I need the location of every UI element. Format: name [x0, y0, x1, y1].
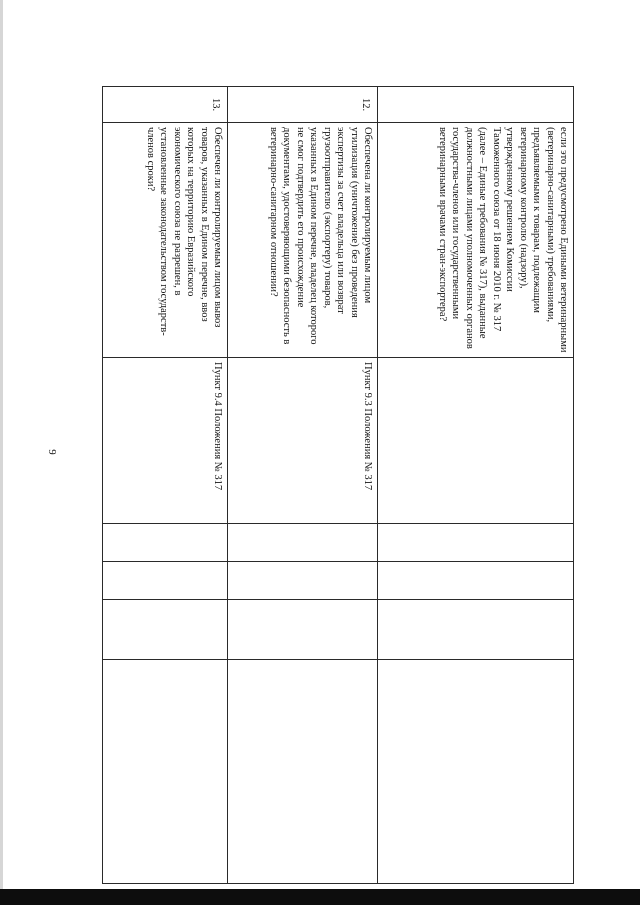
table-row — [378, 87, 574, 884]
question-cell: Обеспечен ли контролируемым лицом вывоз товаров, указанных в Едином перечне, ввоз которых на территорию Евразийского экономического союза не разрешен, в установленные законодательством государств-членов сроки? — [103, 123, 228, 358]
checklist-table — [102, 86, 574, 884]
answer-yes-cell — [103, 524, 228, 562]
row-number-cell — [378, 87, 574, 123]
not-applicable-cell — [228, 600, 378, 660]
note-cell — [228, 660, 378, 884]
answer-no-cell — [378, 562, 574, 600]
row-number-cell: 13. — [103, 87, 228, 123]
not-applicable-cell — [378, 600, 574, 660]
table-row — [228, 87, 378, 884]
checklist-table-rotated — [103, 86, 574, 883]
question-cell: если это предусмотрено Едиными ветеринарными (ветеринарно-санитарными) требованиями, предъявляемыми к товарам, подлежащим ветеринарному контролю (надзору), утвержденному решением Комиссии Таможенного союза от 18 июня 2010 г. № 317 (далее – Единые требования № 317), выданные должностными лицами уполномоченных органов государства-членов или государственными ветеринарными врачами стран-экспортера? — [378, 123, 574, 358]
note-cell — [103, 660, 228, 884]
reference-cell: Пункт 9.4 Положения № 317 — [103, 358, 228, 524]
table-row — [103, 87, 228, 884]
not-applicable-cell — [103, 600, 228, 660]
page-number: 9 — [46, 449, 58, 455]
question-cell: Обеспечена ли контролируемым лицом утилизация (уничтожение) без проведения экспертизы за счет владельца или возврат грузоотправителю (экспортеру) товаров, указанных в Едином перечне, владелец которого не смог подтвердить его происхождение документами, удостоверяющими безопасность в ветеринарно-санитарном отношении? — [228, 123, 378, 358]
answer-yes-cell — [228, 524, 378, 562]
scan-bottom-bar — [0, 889, 640, 905]
reference-cell — [378, 358, 574, 524]
note-cell — [378, 660, 574, 884]
scan-edge — [0, 0, 3, 905]
answer-no-cell — [228, 562, 378, 600]
answer-yes-cell — [378, 524, 574, 562]
row-number-cell: 12. — [228, 87, 378, 123]
reference-cell: Пункт 9.3 Положения № 317 — [228, 358, 378, 524]
answer-no-cell — [103, 562, 228, 600]
